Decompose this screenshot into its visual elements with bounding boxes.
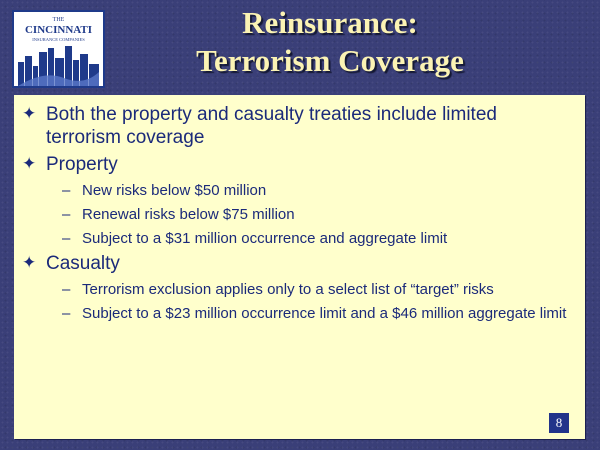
logo-text-cincinnati: CINCINNATI	[24, 24, 93, 36]
cincinnati-logo	[12, 10, 105, 88]
sub-bullet-text: Renewal risks below $75 million	[82, 206, 295, 223]
sub-bullet-item	[22, 206, 567, 224]
sub-bullet-item	[22, 230, 567, 248]
page-number: 8	[549, 413, 569, 433]
four-point-star-icon: ✦	[22, 104, 37, 124]
four-point-star-icon: ✦	[22, 154, 37, 174]
dash-icon: –	[62, 206, 71, 223]
bullet-item	[22, 103, 567, 149]
slide-title	[150, 4, 510, 80]
sub-bullet-text: New risks below $50 million	[82, 182, 267, 199]
title-line-2: Terrorism Coverage	[196, 43, 464, 78]
sub-bullet-text: Subject to a $23 million occurrence limit and a $46 million aggregate limit	[82, 305, 567, 322]
bullet-item	[22, 252, 567, 275]
dash-icon: –	[62, 182, 71, 199]
dash-icon: –	[62, 305, 71, 322]
sub-bullet-text: Subject to a $31 million occurrence and aggregate limit	[82, 230, 448, 247]
dash-icon: –	[62, 230, 71, 247]
sub-bullet-text: Terrorism exclusion applies only to a select list of “target” risks	[82, 281, 494, 298]
content-panel	[14, 95, 585, 439]
bullet-item	[22, 153, 567, 176]
sub-bullet-item	[22, 281, 567, 299]
bullet-text: Both the property and casualty treaties include limited terrorism coverage	[46, 104, 497, 148]
bullet-text: Property	[46, 154, 118, 175]
four-point-star-icon: ✦	[22, 253, 37, 273]
sub-bullet-item	[22, 182, 567, 200]
bullet-text: Casualty	[46, 253, 120, 274]
sub-bullet-item	[22, 305, 567, 323]
logo-text-the: THE	[52, 17, 65, 23]
dash-icon: –	[62, 281, 71, 298]
logo-text-companies: INSURANCE COMPANIES	[32, 37, 85, 42]
title-line-1: Reinsurance:	[242, 5, 418, 40]
skyline-icon	[18, 46, 99, 86]
